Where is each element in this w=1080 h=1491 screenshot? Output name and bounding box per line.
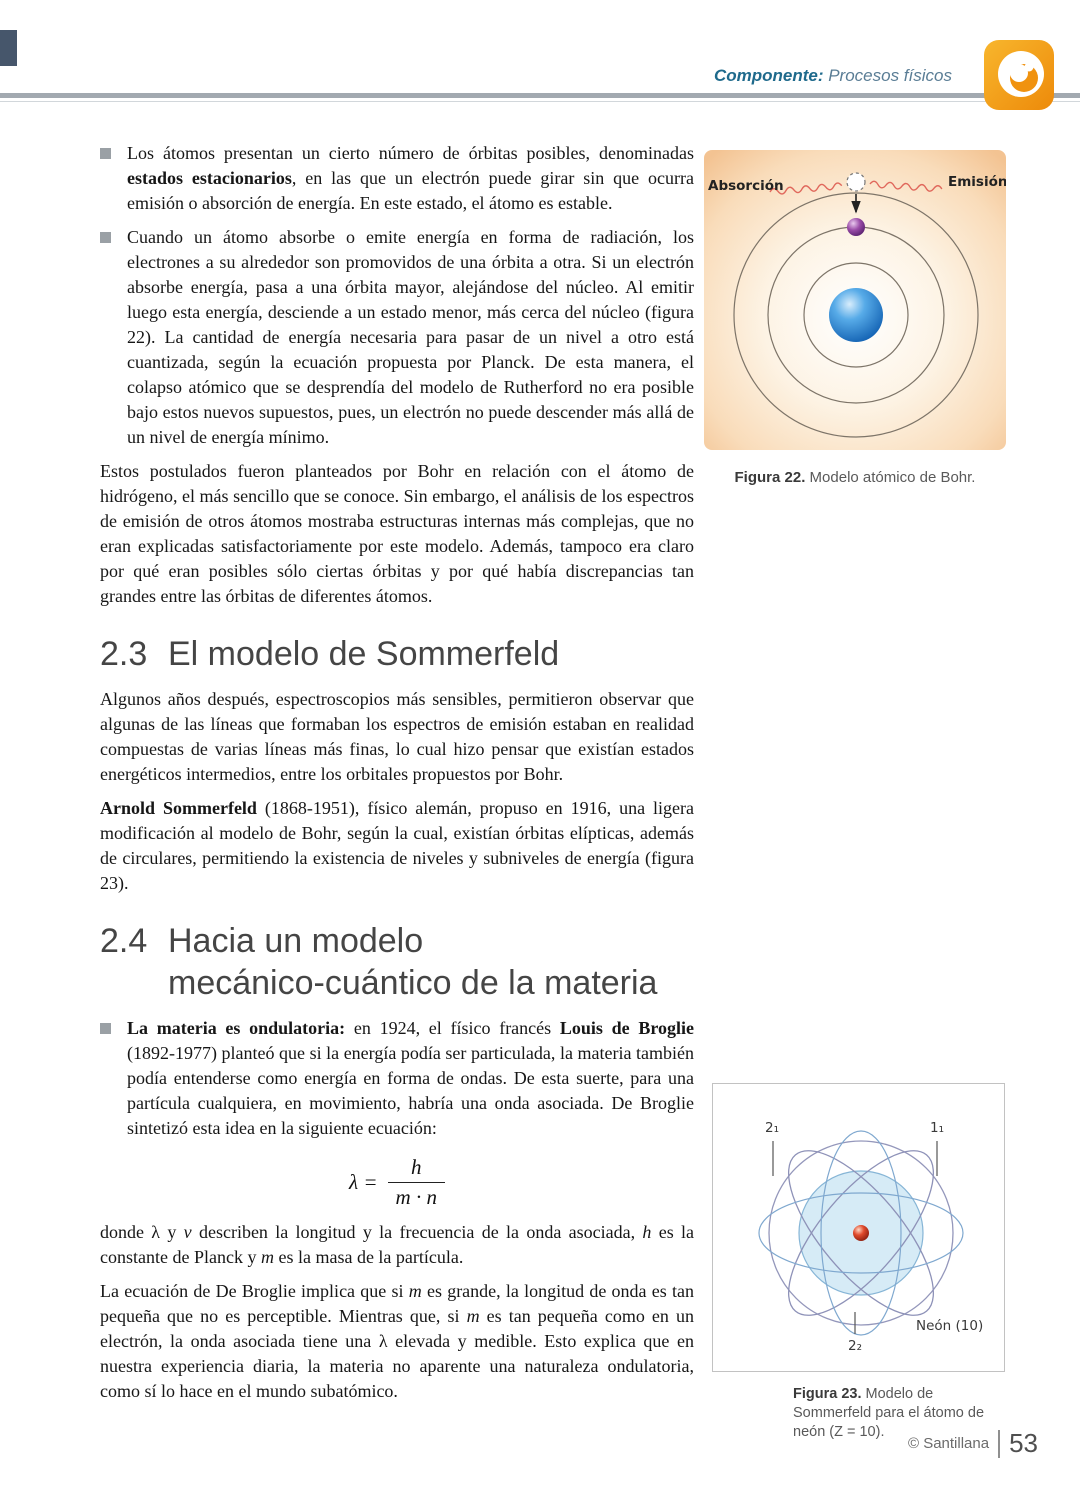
paragraph-equation-terms: [100, 1220, 694, 1270]
bullet-item-stationary-states: [100, 141, 694, 216]
orbit-label-1-1: 1₁: [930, 1120, 945, 1136]
bullet-item-de-broglie: [100, 1016, 694, 1141]
text-run-bold: Louis de Broglie: [559, 1018, 695, 1038]
page-footer: [908, 1428, 1038, 1459]
section-number: 2.3: [100, 635, 148, 673]
section-heading-2-4: [100, 920, 694, 1004]
caption-text: Modelo atómico de Bohr.: [805, 469, 976, 486]
figure-22-caption: [704, 468, 1006, 487]
paragraph-spectroscopes: Algunos años después, espectroscopios más sensibles, permitieron observar que algunas de las líneas que formaban los espectros de emisión estaban en realidad compuestas de varias líneas más finas, lo cual hizo pensar que existían estados energéticos intermedios, entre los orbitales propuestos por Bohr.: [100, 689, 694, 784]
sommerfeld-model-illustration: [713, 1084, 1004, 1371]
section-title-line1: Hacia un modelo: [168, 922, 424, 960]
text-run: La ecuación de De Broglie implica que si: [100, 1281, 409, 1301]
corner-tab: [0, 30, 17, 66]
text-run-italic: m: [466, 1306, 480, 1326]
neon-label: Neón (10): [916, 1318, 984, 1334]
publisher-credit: © Santillana: [907, 1435, 990, 1452]
caption-number: Figura 22.: [734, 469, 806, 486]
text-run-italic: ν: [183, 1222, 192, 1242]
bullet-text: Cuando un átomo absorbe o emite energía en forma de radiación, los electrones a su alrededor son promovidos de una órbita a otra. Si un electrón absorbe energía, pasa a una órbita mayor, alejándose del núcleo. Al emitir luego esta energía, desciende a un estado menor, más cerca del núcleo (figura 22). La cantidad de energía necesaria para pasar de un nivel a otro está cuantizada, según la ecuación propuesta por Planck. De esta manera, el colapso atómico que se desprendía del modelo de Rutherford no era posible bajo estos nuevos supuestos, pues, un electrón no puede descender más allá de un nivel de energía mínimo.: [127, 227, 694, 447]
text-run: Los átomos presentan un cierto número de órbitas posibles, denominadas: [127, 143, 694, 163]
text-run-bold: Arnold Sommerfeld: [100, 798, 257, 818]
text-run: describen la longitud y la frecuencia de la onda asociada,: [191, 1222, 643, 1242]
section-title: [168, 920, 657, 1004]
text-run: es la masa de la partícula.: [273, 1247, 464, 1267]
square-bullet-icon: [100, 1023, 111, 1034]
figure-22: [704, 150, 1006, 487]
component-label: Componente:: [713, 66, 824, 85]
text-run: es la constante de Planck y: [100, 1222, 694, 1267]
nucleus: [829, 288, 883, 342]
paragraph-equation-implications: [100, 1279, 694, 1404]
text-run: , en las que un electrón puede girar sin que ocurra emisión o absorción de energía. En este estado, el átomo es estable.: [127, 168, 694, 213]
component-value: Procesos físicos: [823, 66, 952, 85]
bohr-model-illustration: [704, 150, 1006, 450]
absorption-label: Absorción: [708, 178, 784, 194]
square-bullet-icon: [100, 232, 111, 243]
text-run: (1868-1951), físico alemán, propuso en 1916, una ligera modificación al modelo de Bohr, según la cual, existían órbitas elípticas, además de circulares, permitiendo la existencia de niveles y subniveles de energía (figura 23).: [100, 798, 695, 893]
text-run-bold: La materia es ondulatoria:: [127, 1018, 346, 1038]
square-bullet-icon: [100, 148, 111, 159]
figure-23: [712, 1083, 1005, 1442]
fraction-numerator: h: [411, 1155, 422, 1179]
bullet-text: [127, 1016, 694, 1141]
text-run: en 1924, el físico francés: [345, 1018, 560, 1038]
footer-divider: [998, 1430, 1000, 1458]
header-rule: [0, 93, 1080, 98]
de-broglie-equation: [100, 1155, 694, 1210]
paragraph-bohr-postulates: Estos postulados fueron planteados por Bohr en relación con el átomo de hidrógeno, el más sencillo que se conoce. Sin embargo, el análisis de los espectros de emisión de otros átomos mostraba estructuras internas más complejas, que no eran explicadas satisfactoriamente por este modelo. Además, tampoco era claro por qué eran posibles sólo ciertas órbitas y por qué había discrepancias tan grandes entre las órbitas de diferentes átomos.: [100, 461, 694, 606]
text-run: es tan pequeña como en un electrón, la onda asociada tiene una λ elevada y medible. Esto explica que en nuestra experiencia diaria, la materia no aparente una naturaleza ondulatoria, como sí lo hace en el mundo subatómico.: [100, 1306, 694, 1401]
excited-state-dashed-circle: [847, 173, 865, 191]
text-run-italic: m: [260, 1247, 274, 1267]
text-run-italic: h: [642, 1222, 652, 1242]
emission-label: Emisión: [948, 174, 1006, 190]
section-title: El modelo de Sommerfeld: [168, 635, 560, 673]
electron: [847, 218, 865, 236]
fraction-denominator: m · n: [388, 1182, 445, 1210]
caption-text: Modelo de Sommerfeld para el átomo de neón (Z = 10).: [793, 1386, 985, 1440]
bullet-item-absorption-emission: [100, 225, 694, 450]
main-text-column: [100, 141, 694, 1413]
caption-number: Figura 23.: [793, 1386, 862, 1402]
text-run-italic: m: [408, 1281, 422, 1301]
figure-23-frame: [712, 1083, 1005, 1372]
equation-fraction: [388, 1155, 445, 1210]
publisher-logo-icon: [984, 40, 1054, 110]
orbit-label-2-2: 2₂: [848, 1338, 863, 1354]
text-run: es grande, la longitud de onda es tan pequeña que no es perceptible. Mientras que, si: [100, 1281, 694, 1326]
text-run: donde λ y: [100, 1222, 184, 1242]
section-title-line2: mecánico-cuántico de la materia: [168, 964, 658, 1002]
page-number: 53: [1009, 1428, 1038, 1458]
section-number: 2.4: [100, 922, 148, 960]
header-component-line: [714, 66, 952, 86]
equation-lhs: λ =: [349, 1170, 378, 1194]
header-rule-thin: [0, 101, 1080, 102]
text-run: (1892-1977) planteó que si la energía podía ser particulada, la materia también podía entenderse como energía en forma de ondas. De esta suerte, para una partícula cualquiera, en movimiento, habría una onda asociada. De Broglie sintetizó esta idea en la siguiente ecuación:: [127, 1043, 694, 1138]
nucleus: [853, 1225, 869, 1241]
section-heading-2-3: [100, 633, 694, 675]
bullet-text: [127, 141, 694, 216]
text-run-bold: estados estacionarios: [127, 168, 292, 188]
paragraph-sommerfeld: [100, 796, 694, 896]
orbit-label-2-1: 2₁: [765, 1120, 780, 1136]
